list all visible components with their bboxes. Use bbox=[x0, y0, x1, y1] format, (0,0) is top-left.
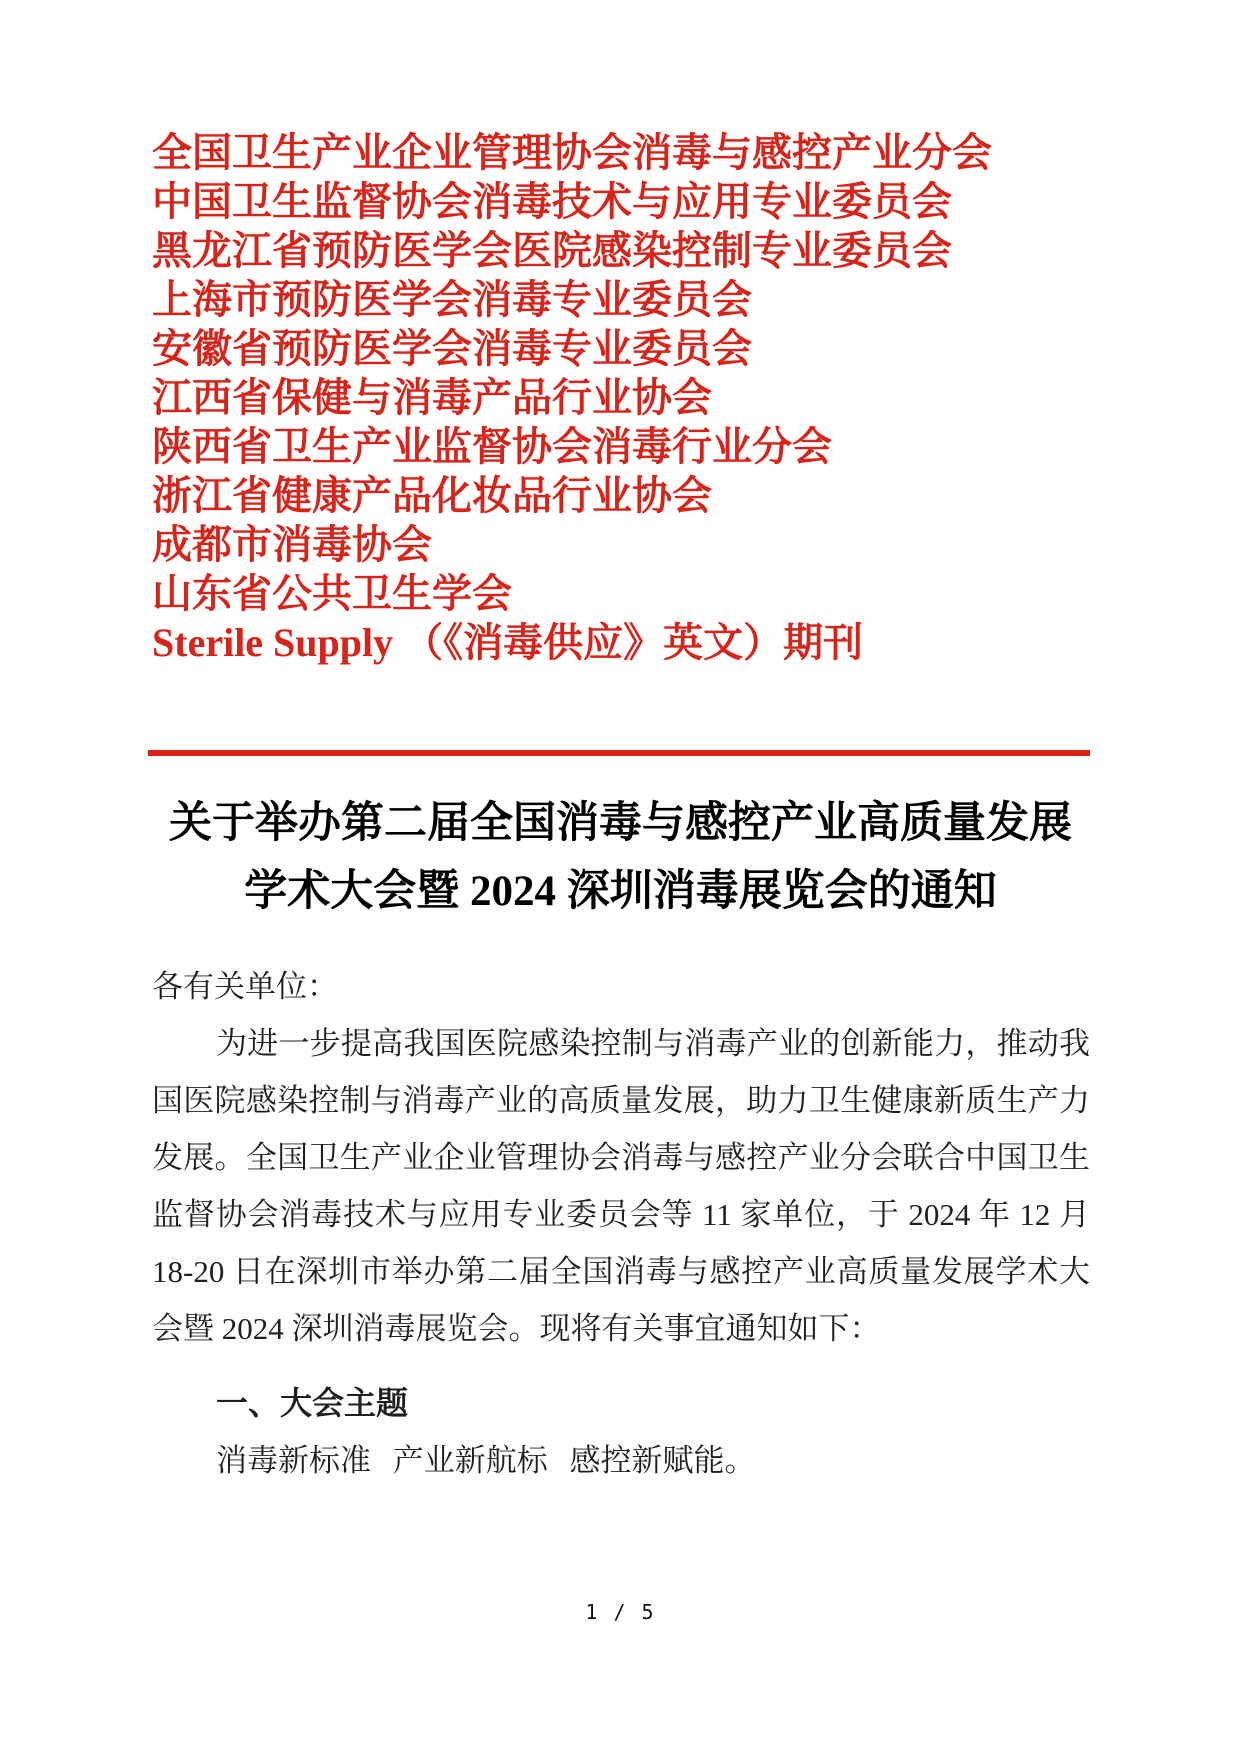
letterhead-org-line: 中国卫生监督协会消毒技术与应用专业委员会 bbox=[152, 179, 952, 224]
letterhead-org-line: 山东省公共卫生学会 bbox=[152, 571, 512, 616]
letterhead-org-line: 江西省保健与消毒产品行业协会 bbox=[152, 375, 712, 420]
letterhead-org-line: 黑龙江省预防医学会医院感染控制专业委员会 bbox=[152, 228, 952, 273]
document-title-line1: 关于举办第二届全国消毒与感控产业高质量发展 bbox=[169, 800, 1072, 847]
letterhead-org-line: 陕西省卫生产业监督协会消毒行业分会 bbox=[152, 424, 832, 469]
salutation: 各有关单位： bbox=[152, 969, 338, 1004]
letterhead-org-line: 成都市消毒协会 bbox=[152, 522, 432, 567]
letterhead bbox=[152, 128, 1074, 667]
letterhead-divider-rule bbox=[148, 750, 1090, 756]
letterhead-org-line: 全国卫生产业企业管理协会消毒与感控产业分会 bbox=[152, 130, 992, 175]
page-number: 1 / 5 bbox=[585, 1600, 656, 1624]
document-body bbox=[152, 958, 1090, 1489]
section-heading-conference-theme: 一、大会主题 bbox=[216, 1385, 409, 1421]
letterhead-org-line: 浙江省健康产品化妆品行业协会 bbox=[152, 473, 712, 518]
letterhead-org-line: 上海市预防医学会消毒专业委员会 bbox=[152, 277, 752, 322]
letterhead-org-line: Sterile Supply （《消毒供应》英文）期刊 bbox=[152, 620, 864, 665]
intro-paragraph: 为进一步提高我国医院感染控制与消毒产业的创新能力，推动我国医院感染控制与消毒产业的高质量发展，助力卫生健康新质生产力发展。全国卫生产业企业管理协会消毒与感控产业分会联合中国卫生监督协会消毒技术与应用专业委员会等 11 家单位，于 2024 年 12 月 18-20 日在深圳市举办第二届全国消毒与感控产业高质量发展学术大会暨 2024 深圳消毒展览会。现将有关事宜通知如下： bbox=[152, 1026, 1090, 1346]
document-title bbox=[150, 790, 1091, 926]
section-text-conference-theme: 消毒新标准 产业新航标 感控新赋能。 bbox=[216, 1443, 756, 1478]
letterhead-org-line: 安徽省预防医学会消毒专业委员会 bbox=[152, 326, 752, 371]
document-title-line2: 学术大会暨 2024 深圳消毒展览会的通知 bbox=[244, 868, 997, 915]
